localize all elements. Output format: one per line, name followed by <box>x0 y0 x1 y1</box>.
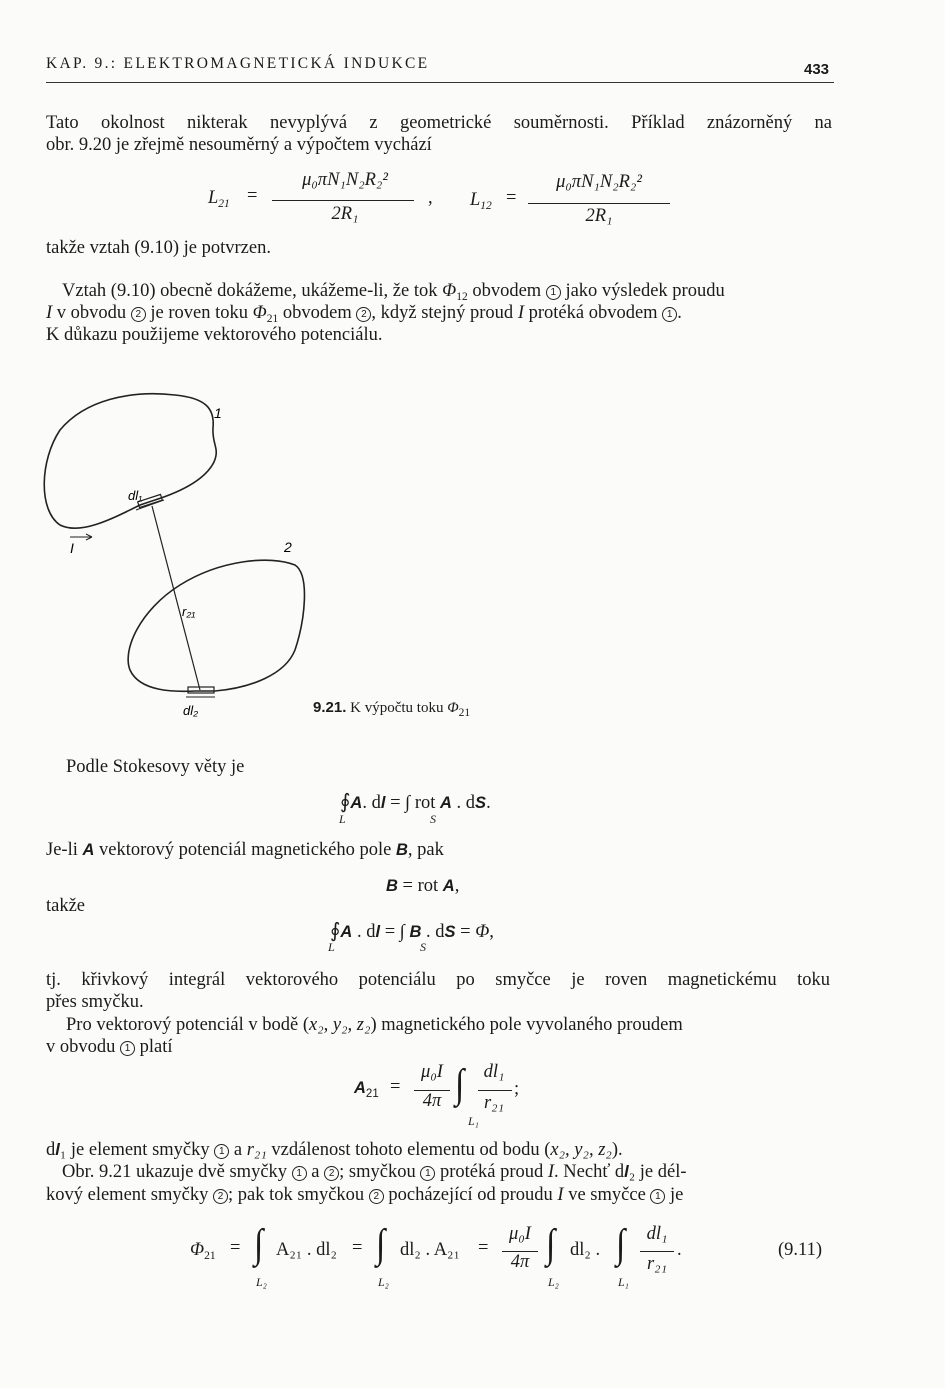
para9: dl₁ je element smyčky 1 a r₂₁ vzdálenost tohoto elementu od bodu (x₂, y₂, z₂). <box>46 1140 623 1160</box>
para6: takže <box>46 896 86 916</box>
loop-1 <box>44 394 216 528</box>
fraction-L12-numerator: μ₀πN₁N₂R₂² <box>556 172 642 192</box>
label-r21: r₂₁ <box>182 604 196 619</box>
label-1: 1 <box>214 405 222 421</box>
equation-flux: ∮A . dl = ∫ B . dS = Φ, <box>330 920 494 942</box>
fraction-L21-numerator: μ₀πN₁N₂R₂² <box>302 170 388 190</box>
para3-line1: Vztah (9.10) obecně dokážeme, ukážeme-li, že tok $\Phi_{12}$ obvodem 1 jako výsledek proudu <box>62 281 725 303</box>
label-2: 2 <box>284 539 292 555</box>
para3-line3: K důkazu použijeme vektorového potenciálu. <box>46 325 383 345</box>
para8-line1: Pro vektorový potenciál v bodě (x₂, y₂, z₂) magnetického pole vyvolaného proudem <box>66 1015 683 1035</box>
flux-limit-S: S <box>420 940 426 954</box>
stokes-limit-L: L <box>339 812 346 826</box>
para5: Je-li A vektorový potenciál magnetického pole B, pak <box>46 840 444 860</box>
stokes-limit-S: S <box>430 812 436 826</box>
para10-line1: Obr. 9.21 ukazuje dvě smyčky 1 a 2 ; smyčkou 1 protéká proud I. Nechť dl₂ je dél- <box>62 1162 687 1182</box>
para4: Podle Stokesovy věty je <box>66 757 245 777</box>
fraction-L12-denominator: 2R₁ <box>585 206 613 226</box>
equation-stokes: ∮A. dl = ∫ rot A . dS. <box>340 791 491 813</box>
fraction-L21-denominator: 2R₁ <box>331 204 359 224</box>
para2: takže vztah (9.10) je potvrzen. <box>46 238 271 258</box>
para8-line2: v obvodu 1 platí <box>46 1037 173 1057</box>
flux-limit-L: L <box>328 940 335 954</box>
running-header: KAP. 9.: ELEKTROMAGNETICKÁ INDUKCE <box>46 55 430 72</box>
para1-line2: obr. 9.20 je zřejmě nesouměrný a výpočtem vychází <box>46 135 432 155</box>
label-dl2: dl₂ <box>183 703 199 718</box>
para7-line2: přes smyčku. <box>46 992 144 1012</box>
label-I: I <box>70 540 74 556</box>
page-number: 433 <box>804 61 830 78</box>
r21-line <box>152 506 200 690</box>
label-dl1: dl₁ <box>128 488 143 503</box>
figure-caption: 9.21. K výpočtu toku $\Phi_{21}$ <box>313 699 471 719</box>
dl2-element <box>186 687 215 697</box>
para7-line1: tj. křivkový integrál vektorového potenciálu po smyčce je roven magnetickému toku <box>46 970 830 990</box>
equation-number: (9.11) <box>778 1240 823 1260</box>
para10-line2: kový element smyčky 2 ; pak tok smyčkou 2 pocházející od proudu I ve smyčce 1 je <box>46 1185 684 1205</box>
para3-line2: I v obvodu 2 je roven toku $\Phi_{21}$ obvodem 2 , když stejný proud I protéká obvodem 1 . <box>46 303 682 325</box>
equation-B-rot-A: B = rot A, <box>386 876 460 896</box>
para1-line1: Tato okolnost nikterak nevyplývá z geometrické souměrnosti. Příklad znázorněný na <box>46 113 832 133</box>
loop-2 <box>128 560 304 691</box>
